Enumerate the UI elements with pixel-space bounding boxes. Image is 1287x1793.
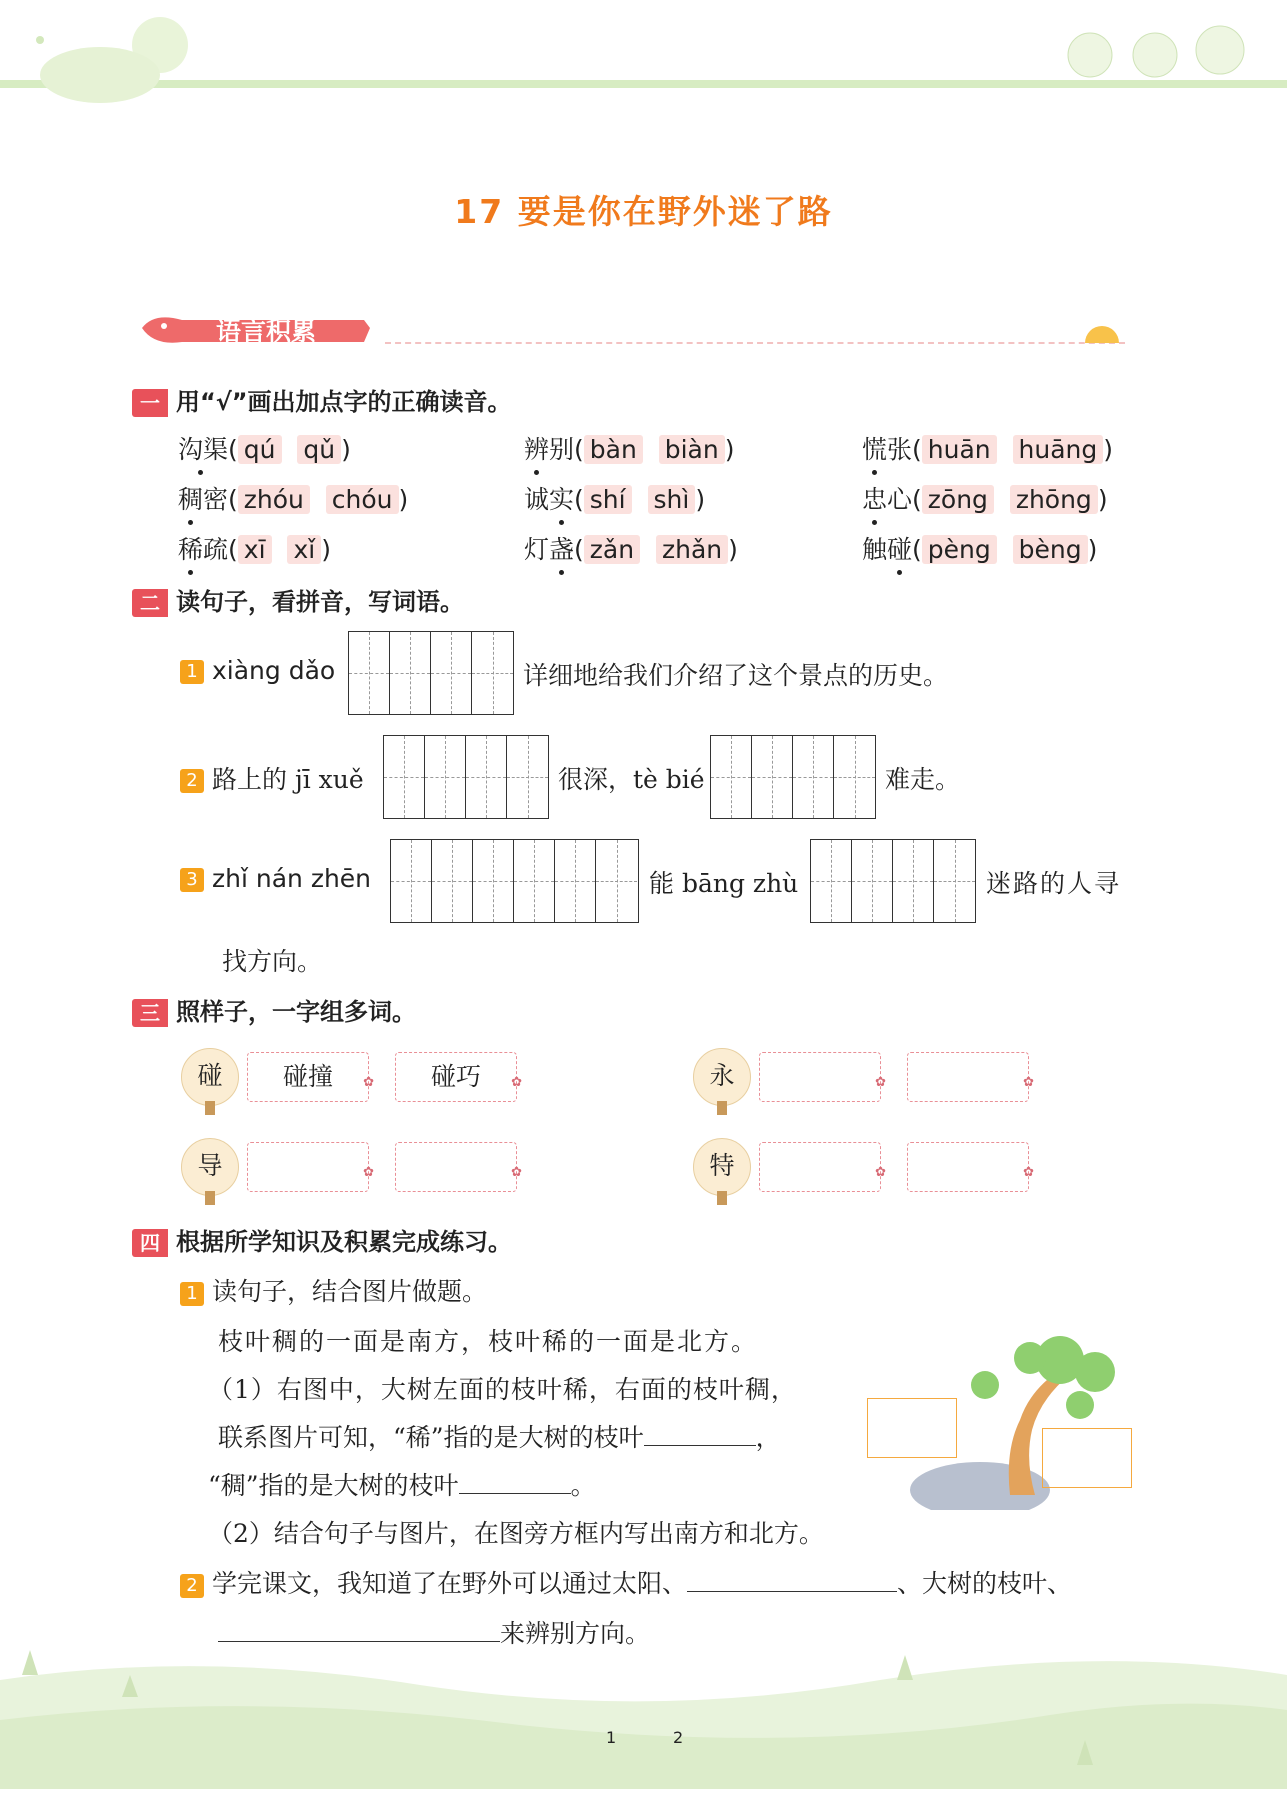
- section-divider: [385, 342, 1125, 344]
- option-a[interactable]: zǎn: [584, 535, 640, 564]
- q3-heading: [132, 992, 416, 1027]
- q2-number: 二: [132, 589, 168, 617]
- hills-icon: [0, 1640, 1287, 1789]
- q2-sentence-1: [180, 656, 335, 685]
- q1-heading-text: 用“√”画出加点字的正确读音。: [176, 388, 512, 416]
- answer-blank[interactable]: [644, 1445, 756, 1446]
- page-number-left: 1: [606, 1728, 617, 1747]
- q1-item: 灯盏 ( zǎn zhǎn ): [524, 530, 738, 566]
- text: “稠”指的是大树的枝叶: [208, 1471, 459, 1500]
- q2-sentence-2: [180, 760, 364, 796]
- word-box[interactable]: 碰巧 ✿: [395, 1052, 517, 1102]
- sub-number: 2: [180, 1574, 204, 1598]
- sun-icon: [1085, 326, 1119, 343]
- char: 导: [197, 1151, 223, 1180]
- option-b[interactable]: xǐ: [287, 535, 321, 564]
- char-grid[interactable]: [383, 735, 549, 819]
- sentence-text: 详细地给我们介绍了这个景点的历史。: [523, 661, 949, 690]
- option-a[interactable]: bàn: [584, 435, 643, 464]
- char-grid[interactable]: [810, 839, 976, 923]
- word: 诚实: [524, 485, 575, 514]
- word: 稠密: [178, 485, 229, 514]
- q1-item: 慌张 ( huān huāng ): [862, 430, 1113, 466]
- q4-part1-line1: （1）右图中，大树左面的枝叶稀，右面的枝叶稠，: [208, 1375, 797, 1404]
- word: 灯盏: [524, 535, 575, 564]
- example-word: 碰巧: [430, 1062, 481, 1091]
- text: 学完课文，我知道了在野外可以通过太阳、: [212, 1569, 688, 1598]
- text: 来辨别方向。: [500, 1619, 651, 1648]
- direction-answer-box-right[interactable]: [1042, 1428, 1132, 1488]
- word-box[interactable]: ✿: [247, 1142, 369, 1192]
- q1-item: 忠心 ( zōng zhōng ): [862, 480, 1108, 516]
- direction-answer-box-left[interactable]: [867, 1398, 957, 1458]
- header-art-icon: [0, 0, 1287, 110]
- sub-label: 读句子，结合图片做题。: [212, 1277, 488, 1306]
- option-b[interactable]: qǔ: [297, 435, 341, 464]
- char-grid[interactable]: [390, 839, 639, 923]
- q1-number: 一: [132, 389, 168, 417]
- option-b[interactable]: zhǎn: [656, 535, 728, 564]
- sub-number: 3: [180, 868, 204, 892]
- word-box[interactable]: 碰撞 ✿: [247, 1052, 369, 1102]
- char-grid[interactable]: [348, 631, 514, 715]
- option-b[interactable]: chóu: [326, 485, 399, 514]
- q4-sub2: [180, 1564, 1072, 1600]
- option-a[interactable]: qú: [238, 435, 282, 464]
- sub-number: 1: [180, 1282, 204, 1306]
- word-box[interactable]: ✿: [759, 1052, 881, 1102]
- q4-heading: [132, 1222, 512, 1257]
- option-a[interactable]: zōng: [922, 485, 994, 514]
- q2-heading-text: 读句子，看拼音，写词语。: [176, 588, 464, 616]
- word-box[interactable]: ✿: [907, 1142, 1029, 1192]
- q4-sentence: 枝叶稠的一面是南方，枝叶稀的一面是北方。: [218, 1327, 759, 1356]
- sentence-text: 难走。: [885, 765, 961, 794]
- option-b[interactable]: shì: [648, 485, 696, 514]
- char: 特: [709, 1151, 735, 1180]
- word: 沟渠: [178, 435, 229, 464]
- q1-item: 诚实 ( shí shì ): [524, 480, 705, 516]
- char-grid[interactable]: [710, 735, 876, 819]
- option-a[interactable]: zhóu: [238, 485, 310, 514]
- sub-number: 1: [180, 660, 204, 684]
- text: 联系图片可知，“稀”指的是大树的枝叶: [218, 1423, 644, 1452]
- q4-part1-line3: “稠”指的是大树的枝叶 。: [208, 1471, 596, 1500]
- char-tree-badge: [181, 1138, 239, 1196]
- word: 稀疏: [178, 535, 229, 564]
- footer-decoration: [0, 1640, 1287, 1789]
- option-b[interactable]: huāng: [1013, 435, 1104, 464]
- char: 碰: [197, 1061, 223, 1090]
- q4-part1-line2: 联系图片可知，“稀”指的是大树的枝叶 ，: [218, 1423, 781, 1452]
- page-number-right: 2: [673, 1728, 684, 1747]
- q1-item: 稀疏 ( xī xǐ ): [178, 530, 331, 566]
- q4-heading-text: 根据所学知识及积累完成练习。: [176, 1228, 512, 1256]
- sentence-text: 找方向。: [222, 947, 323, 976]
- sub-number: 2: [180, 769, 204, 793]
- q1-item: 触碰 ( pèng bèng ): [862, 530, 1097, 566]
- q4-number: 四: [132, 1229, 168, 1257]
- word: 忠心: [862, 485, 913, 514]
- page-title: 17 要是你在野外迷了路: [454, 192, 833, 231]
- q3-number: 三: [132, 999, 168, 1027]
- char: 永: [709, 1061, 735, 1090]
- answer-blank[interactable]: [687, 1591, 897, 1592]
- word: 触碰: [862, 535, 913, 564]
- q1-heading: [132, 382, 512, 417]
- word-box[interactable]: ✿: [759, 1142, 881, 1192]
- sentence-text: 路上的 jī xuě: [212, 765, 364, 794]
- word-box[interactable]: ✿: [907, 1052, 1029, 1102]
- q1-item: 稠密 ( zhóu chóu ): [178, 480, 408, 516]
- option-a[interactable]: huān: [922, 435, 997, 464]
- word-box[interactable]: ✿: [395, 1142, 517, 1192]
- char-tree-badge: [693, 1048, 751, 1106]
- q4-part2: （2）结合句子与图片，在图旁方框内写出南方和北方。: [208, 1519, 824, 1548]
- example-word: 碰撞: [282, 1062, 333, 1091]
- option-b[interactable]: bèng: [1013, 535, 1088, 564]
- option-a[interactable]: xī: [238, 535, 272, 564]
- answer-blank[interactable]: [459, 1493, 571, 1494]
- sentence-text: 很深，tè bié: [558, 765, 705, 794]
- sentence-text: 能 bāng zhù: [649, 869, 799, 898]
- q1-item: 辨别 ( bàn biàn ): [524, 430, 734, 466]
- q4-sub1-label: [180, 1272, 487, 1308]
- header-decoration: [0, 0, 1287, 110]
- q3-heading-text: 照样子，一字组多词。: [176, 998, 416, 1026]
- q1-item: 沟渠 ( qú qǔ ): [178, 430, 351, 466]
- q2-sentence-3: [180, 864, 371, 893]
- word: 慌张: [862, 435, 913, 464]
- char-tree-badge: [693, 1138, 751, 1196]
- sentence-text: 迷路的人寻: [986, 869, 1122, 898]
- pinyin: xiàng dǎo: [212, 656, 336, 685]
- text: 、大树的枝叶、: [897, 1569, 1073, 1598]
- option-a[interactable]: shí: [584, 485, 632, 514]
- option-b[interactable]: zhōng: [1010, 485, 1098, 514]
- pinyin: zhǐ nán zhēn: [212, 864, 372, 893]
- q2-heading: [132, 582, 464, 617]
- section-banner-label: 语言积累: [216, 317, 317, 346]
- option-b[interactable]: biàn: [659, 435, 725, 464]
- char-tree-badge: [181, 1048, 239, 1106]
- option-a[interactable]: pèng: [922, 535, 997, 564]
- word: 辨别: [524, 435, 575, 464]
